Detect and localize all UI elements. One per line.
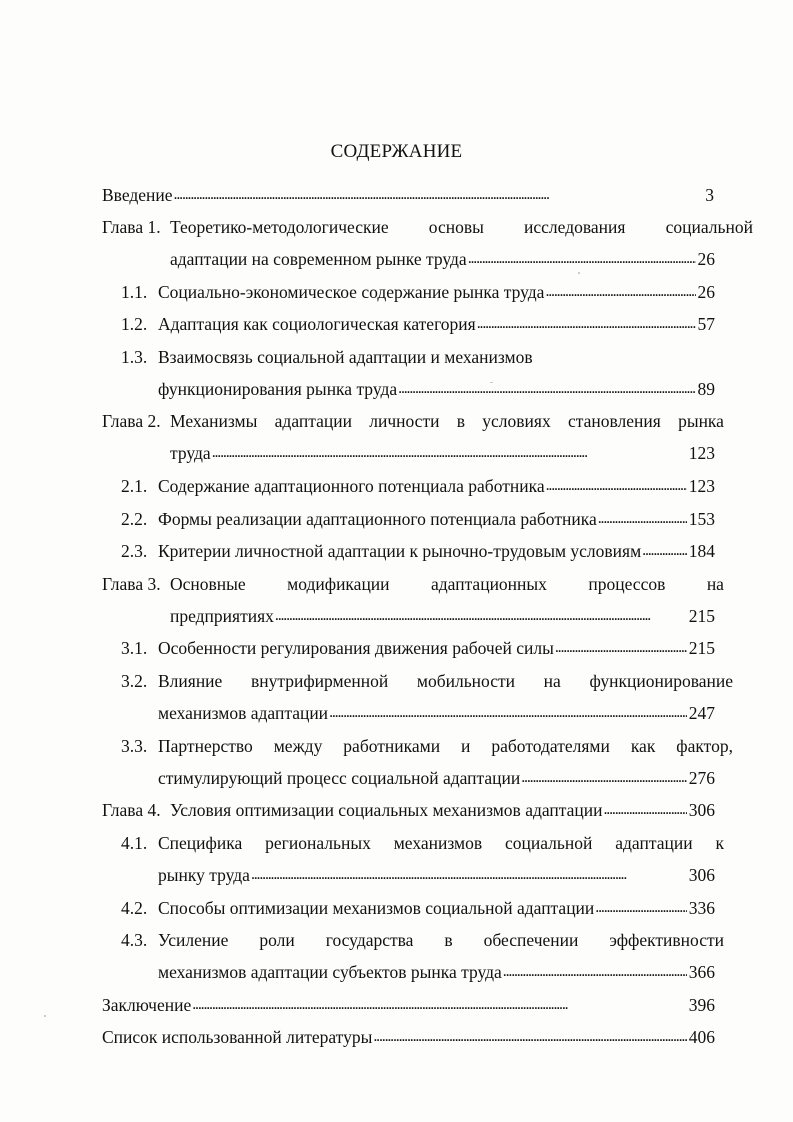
page-number: 366 [688, 962, 715, 982]
section-number: 1.3. [121, 347, 148, 367]
toc-entry-1-1: Социально-экономическое содержание рынка труда . . . 26 [158, 279, 715, 305]
dot-leader [641, 538, 687, 564]
chapter-title-line: Основные модификации адаптационных процессов на [170, 574, 724, 594]
section-title-line: Взаимосвязь социальной адаптации и механизмов [158, 347, 533, 367]
toc-entry-3-3: стимулирующий процесс социальной адаптации . . . 276 [158, 765, 715, 791]
section-number: 3.2. [121, 671, 148, 691]
section-number: 1.1. [121, 282, 148, 302]
page-number: 247 [688, 703, 715, 723]
toc-entry-2-2: Формы реализации адаптационного потенциала работника . . . 153 [158, 506, 715, 532]
page-number: 89 [697, 379, 715, 399]
dot-leader [211, 440, 687, 466]
section-title-line: Партнерство между работниками и работодателями как фактор, [158, 736, 733, 756]
dot-leader [603, 797, 687, 823]
toc-entry-ch2: труда . . . 123 [170, 440, 715, 466]
toc-entry-1-3: функционирования рынка труда . . . 89 [158, 376, 715, 402]
section-number: 4.1. [121, 833, 148, 853]
page-number: 26 [697, 282, 715, 302]
page-number: 215 [688, 638, 715, 658]
section-number: 2.1. [121, 476, 148, 496]
scan-speck [490, 382, 493, 383]
dot-leader [191, 992, 687, 1018]
section-number: 4.2. [121, 898, 148, 918]
dot-leader [250, 862, 687, 888]
toc-entry-ch3: предприятиях . . . 215 [170, 603, 715, 629]
section-number: 1.2. [121, 314, 148, 334]
page-number: 306 [688, 800, 715, 820]
page-number: 406 [688, 1027, 715, 1047]
dot-leader [597, 506, 687, 532]
page-number: 123 [688, 443, 715, 463]
toc-entry-ch1: адаптации на современном рынке труда . . . 26 [170, 246, 715, 272]
page-number: 396 [688, 995, 715, 1015]
section-number: 3.3. [121, 736, 148, 756]
chapter-title-line: Механизмы адаптации личности в условиях становления рынка [170, 411, 724, 431]
dot-leader [173, 182, 704, 208]
page-number: 306 [688, 865, 715, 885]
page-number: 3 [705, 185, 714, 205]
page-number: 123 [688, 476, 715, 496]
toc-entry-4-1: рынку труда . . . 306 [158, 862, 715, 888]
dot-leader [502, 959, 687, 985]
page-number: 215 [688, 606, 715, 626]
toc-entry-1-2: Адаптация как социологическая категория . . . 57 [158, 311, 715, 337]
dot-leader [544, 279, 695, 305]
page-number: 276 [688, 768, 715, 788]
page-number: 153 [688, 509, 715, 529]
dot-leader [476, 311, 696, 337]
page-number: 336 [688, 898, 715, 918]
dot-leader [328, 700, 687, 726]
chapter-number: Глава 2. [102, 411, 161, 431]
dot-leader [554, 635, 687, 661]
toc-entry-intro: Введение . . . 3 [102, 182, 714, 208]
section-number: 2.2. [121, 509, 148, 529]
toc-entry-2-3: Критерии личностной адаптации к рыночно-трудовым условиям . . . 184 [158, 538, 715, 564]
toc-entry-4-2: Способы оптимизации механизмов социальной адаптации . . . 336 [158, 895, 715, 921]
section-number: 2.3. [121, 541, 148, 561]
chapter-number: Глава 1. [102, 217, 161, 237]
section-number: 3.1. [121, 638, 148, 658]
chapter-title-line: Теоретико-методологические основы исследования социальной [170, 217, 753, 237]
scan-speck [44, 1015, 46, 1017]
dot-leader [594, 895, 686, 921]
dot-leader [467, 246, 696, 272]
dot-leader [545, 473, 687, 499]
chapter-number: Глава 3. [102, 574, 161, 594]
toc-entry-2-1: Содержание адаптационного потенциала работника . . . 123 [158, 473, 715, 499]
section-title-line: Усиление роли государства в обеспечении эффективности [158, 930, 724, 950]
toc-title: СОДЕРЖАНИЕ [330, 141, 463, 162]
toc-entry-4-3: механизмов адаптации субъектов рынка труда . . . 366 [158, 959, 715, 985]
scan-speck [578, 272, 580, 274]
toc-entry-3-2: механизмов адаптации . . . 247 [158, 700, 715, 726]
page-number: 57 [697, 314, 715, 334]
section-title-line: Влияние внутрифирменной мобильности на функционирование [158, 671, 733, 691]
dot-leader [372, 1024, 686, 1050]
page-number: 26 [697, 249, 715, 269]
page-number: 184 [688, 541, 715, 561]
toc-entry-3-1: Особенности регулирования движения рабочей силы . . . 215 [158, 635, 715, 661]
toc-entry-references: Список использованной литературы . . . 406 [102, 1024, 715, 1050]
section-title-line: Специфика региональных механизмов социальной адаптации к [158, 833, 724, 853]
dot-leader [520, 765, 687, 791]
dot-leader [274, 603, 687, 629]
toc-entry-conclusion: Заключение . . . 396 [102, 992, 715, 1018]
toc-entry-ch4: Условия оптимизации социальных механизмов адаптации . . . 306 [170, 797, 715, 823]
dot-leader [397, 376, 695, 402]
section-number: 4.3. [121, 930, 148, 950]
chapter-number: Глава 4. [102, 800, 161, 820]
